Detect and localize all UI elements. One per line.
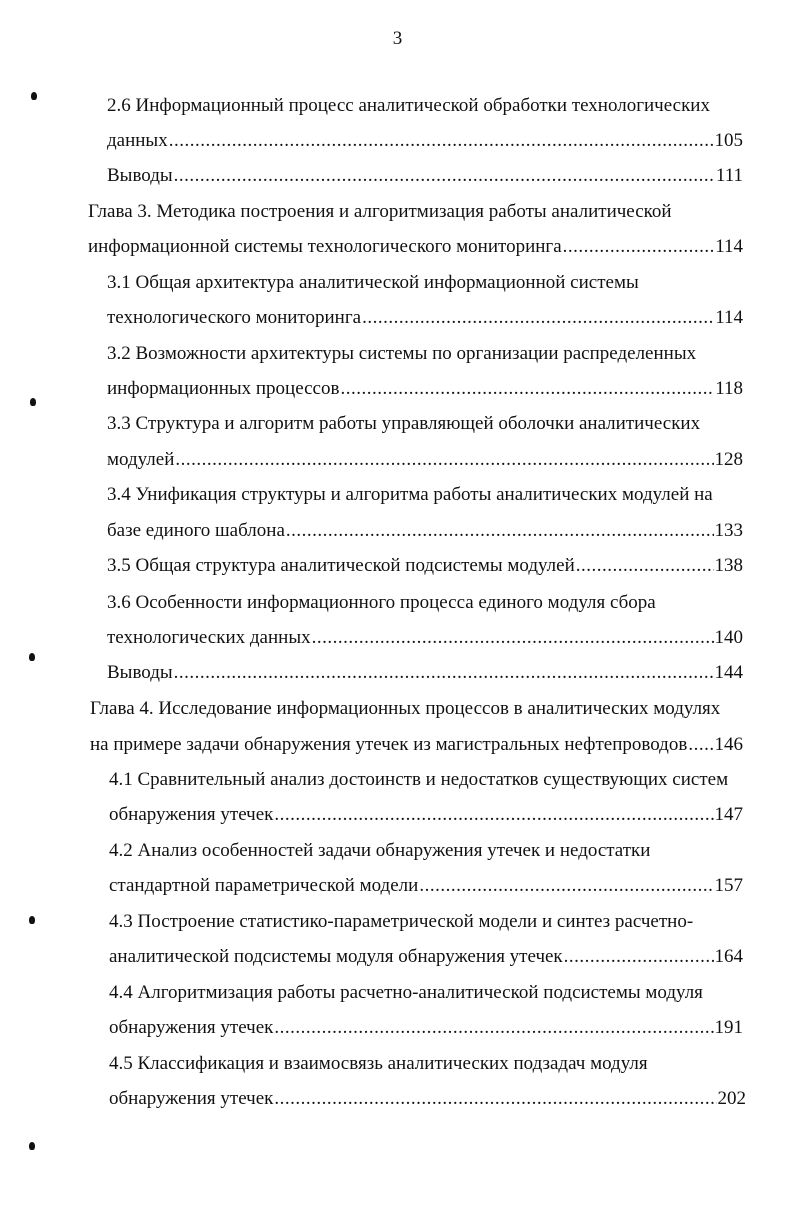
- dot-leader: [274, 800, 713, 830]
- toc-entry-label: данных: [107, 130, 168, 151]
- toc-entry-4-5[interactable]: [109, 1084, 746, 1114]
- toc-page-number: 114: [715, 307, 743, 328]
- toc-entry-3-4[interactable]: [107, 516, 743, 546]
- toc-entry-label: информационной системы технологического мониторинга: [88, 236, 562, 257]
- toc-entry-4-2-title: 4.2 Анализ особенностей задачи обнаружения утечек и недостатки: [109, 840, 651, 861]
- toc-entry-3-1-title: 3.1 Общая архитектура аналитической информационной системы: [107, 272, 639, 293]
- toc-entry-label: аналитической подсистемы модуля обнаружения утечек: [109, 946, 563, 967]
- toc-entry-label: обнаружения утечек: [109, 804, 274, 825]
- toc-entry-4-5-title: 4.5 Классификация и взаимосвязь аналитических подзадач модуля: [109, 1053, 648, 1074]
- dot-leader: [340, 374, 714, 404]
- toc-entry-label: Выводы: [107, 662, 173, 683]
- toc-entry-4-1-title: 4.1 Сравнительный анализ достоинств и недостатков существующих систем: [109, 769, 729, 790]
- toc-entry-vyvody-2[interactable]: [107, 161, 743, 191]
- toc-entry-4-4[interactable]: [109, 1013, 743, 1043]
- toc-page-number: 140: [714, 627, 743, 648]
- scan-mark: [30, 398, 36, 406]
- toc-chapter-4[interactable]: [90, 730, 743, 760]
- toc-entry-label: стандартной параметрической модели: [109, 875, 419, 896]
- toc-page-number: 191: [714, 1017, 743, 1038]
- toc-page-number: 111: [715, 165, 743, 186]
- toc-entry-3-3-title: 3.3 Структура и алгоритм работы управляющей оболочки аналитических: [107, 413, 701, 434]
- dot-leader: [312, 623, 714, 653]
- toc-entry-4-3[interactable]: [109, 942, 743, 972]
- toc-entry-label: технологических данных: [107, 627, 311, 648]
- toc-page-number: 138: [714, 555, 743, 576]
- toc-page-number: 114: [715, 236, 743, 257]
- toc-page-number: 157: [714, 875, 743, 896]
- scan-mark: [29, 653, 35, 661]
- toc-entry-3-3[interactable]: [107, 445, 743, 475]
- toc-page-number: 144: [714, 662, 743, 683]
- toc-page-number: 147: [714, 804, 743, 825]
- scan-mark: [29, 916, 35, 924]
- dot-leader: [175, 445, 713, 475]
- toc-entry-label: технологического мониторинга: [107, 307, 362, 328]
- toc-entry-3-2-title: 3.2 Возможности архитектуры системы по организации распределенных: [107, 343, 697, 364]
- scan-mark: [29, 1142, 35, 1150]
- dot-leader: [274, 1084, 716, 1114]
- toc-entry-2-6[interactable]: [107, 126, 743, 156]
- toc-page-number: 105: [714, 130, 743, 151]
- dot-leader: [274, 1013, 713, 1043]
- toc-entry-label: базе единого шаблона: [107, 520, 285, 541]
- toc-page-number: 164: [714, 946, 743, 967]
- toc-entry-3-6[interactable]: [107, 623, 743, 653]
- dot-leader: [688, 730, 713, 760]
- toc-entry-4-1[interactable]: [109, 800, 743, 830]
- scan-mark: [31, 92, 37, 100]
- dot-leader: [169, 126, 714, 156]
- toc-entry-label: модулей: [107, 449, 175, 470]
- toc-entry-label: Выводы: [107, 165, 173, 186]
- page-number: 3: [392, 28, 403, 49]
- toc-entry-3-5[interactable]: [107, 551, 743, 581]
- toc-entry-label: информационных процессов: [107, 378, 340, 399]
- toc-entry-4-2[interactable]: [109, 871, 743, 901]
- toc-entry-label: на примере задачи обнаружения утечек из магистральных нефтепроводов: [90, 734, 688, 755]
- toc-entry-4-3-title: 4.3 Построение статистико-параметрической модели и синтез расчетно-: [109, 911, 694, 932]
- toc-entry-3-6-title: 3.6 Особенности информационного процесса единого модуля сбора: [107, 592, 656, 613]
- toc-page-number: 133: [714, 520, 743, 541]
- toc-page-number: 118: [715, 378, 743, 399]
- toc-page-number: 202: [717, 1088, 746, 1109]
- toc-chapter-4-title: Глава 4. Исследование информационных процессов в аналитических модулях: [90, 698, 721, 719]
- toc-page-number: 146: [714, 734, 743, 755]
- toc-chapter-3[interactable]: [88, 232, 743, 262]
- toc-entry-3-2[interactable]: [107, 374, 743, 404]
- toc-chapter-3-title: Глава 3. Методика построения и алгоритмизация работы аналитической: [88, 201, 672, 222]
- dot-leader: [563, 232, 715, 262]
- dot-leader: [576, 551, 714, 581]
- dot-leader: [174, 161, 715, 191]
- toc-entry-3-4-title: 3.4 Унификация структуры и алгоритма работы аналитических модулей на: [107, 484, 713, 505]
- dot-leader: [564, 942, 714, 972]
- toc-page-number: 128: [714, 449, 743, 470]
- toc-entry-vyvody-3[interactable]: [107, 658, 743, 688]
- dot-leader: [419, 871, 713, 901]
- toc-entry-3-1[interactable]: [107, 303, 743, 333]
- dot-leader: [174, 658, 714, 688]
- dot-leader: [362, 303, 714, 333]
- dot-leader: [286, 516, 714, 546]
- toc-entry-label: 3.5 Общая структура аналитической подсистемы модулей: [107, 555, 575, 576]
- toc-entry-label: обнаружения утечек: [109, 1017, 274, 1038]
- toc-entry-4-4-title: 4.4 Алгоритмизация работы расчетно-аналитической подсистемы модуля: [109, 982, 703, 1003]
- toc-entry-2-6-title: 2.6 Информационный процесс аналитической обработки технологических: [107, 95, 710, 116]
- toc-entry-label: обнаружения утечек: [109, 1088, 274, 1109]
